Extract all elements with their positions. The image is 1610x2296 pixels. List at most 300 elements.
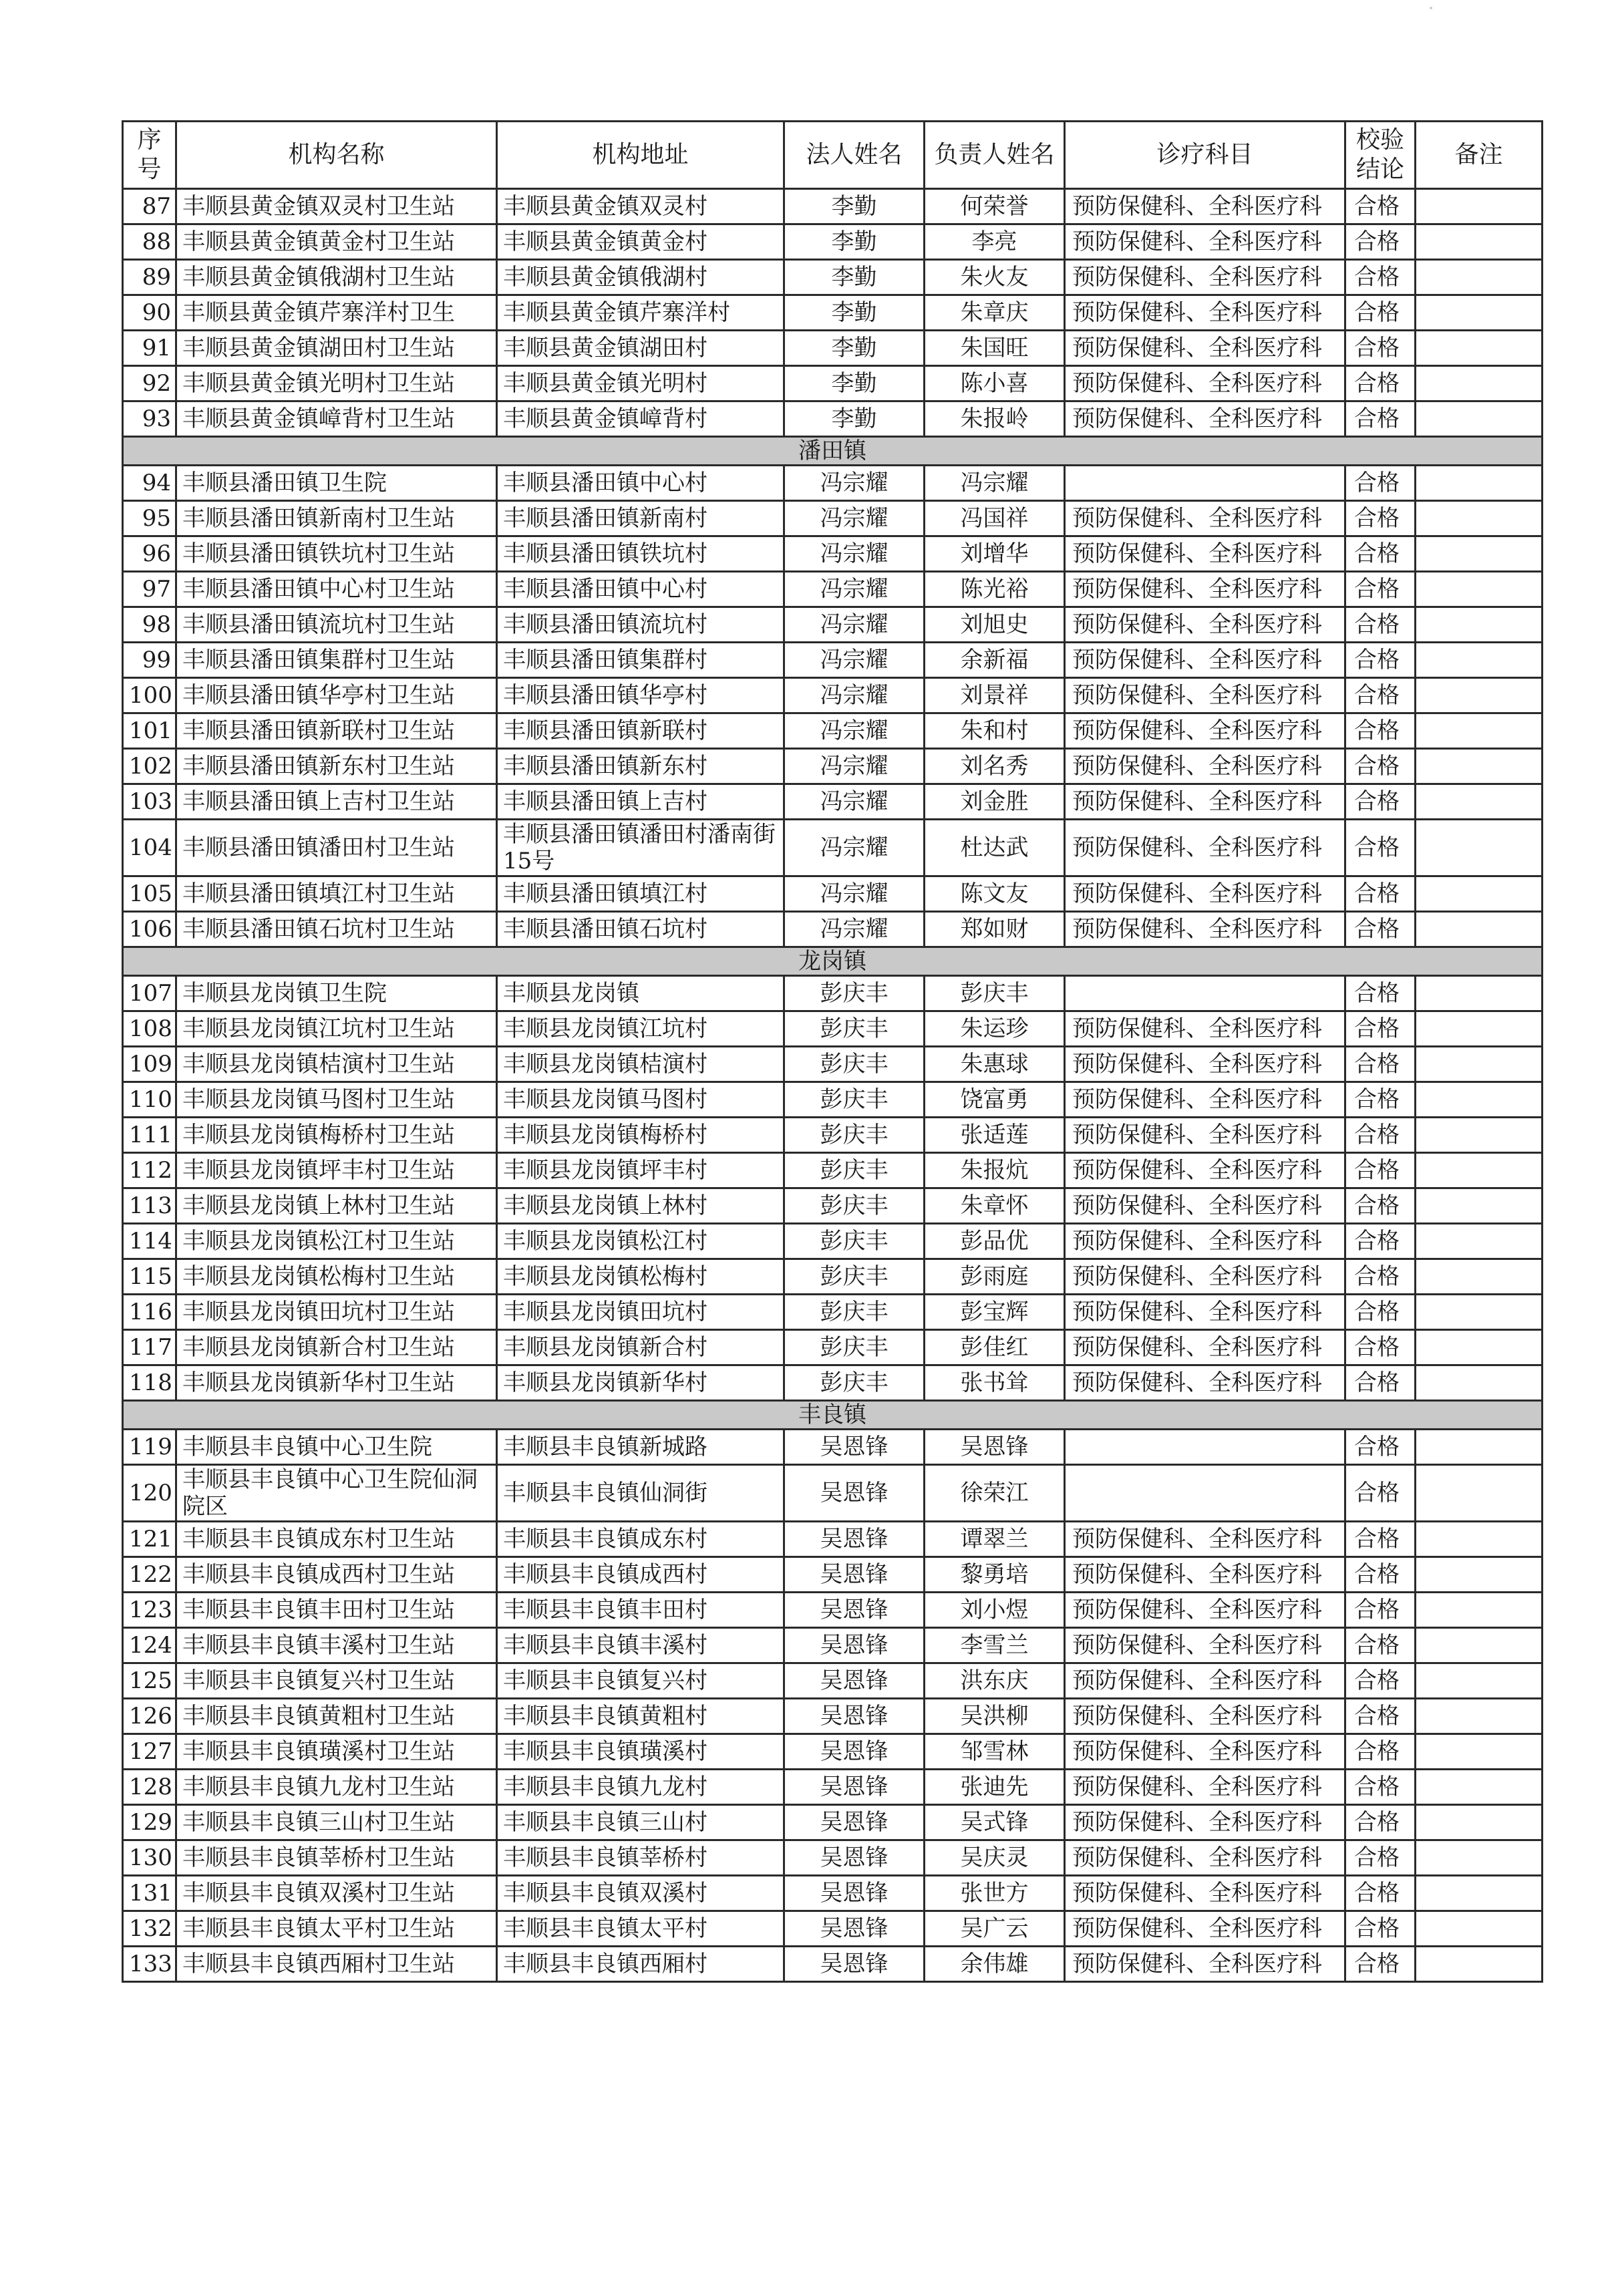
cell-name: 丰顺县黄金镇芹寨洋村卫生	[176, 295, 497, 331]
cell-result: 合格	[1345, 366, 1416, 401]
cell-address: 丰顺县龙岗镇桔演村	[497, 1047, 784, 1082]
cell-head: 刘名秀	[925, 749, 1065, 784]
cell-result: 合格	[1345, 1947, 1416, 1982]
cell-address: 丰顺县龙岗镇江坑村	[497, 1011, 784, 1047]
cell-address: 丰顺县丰良镇成西村	[497, 1557, 784, 1593]
cell-remark	[1416, 295, 1543, 331]
cell-dept: 预防保健科、全科医疗科	[1065, 678, 1345, 713]
table-row	[123, 1911, 1543, 1947]
cell-name: 丰顺县潘田镇上吉村卫生站	[176, 784, 497, 820]
cell-no: 90	[123, 295, 176, 331]
cell-legal-rep: 彭庆丰	[784, 1224, 925, 1259]
cell-legal-rep: 李勤	[784, 401, 925, 437]
table-row	[123, 1330, 1543, 1365]
cell-dept: 预防保健科、全科医疗科	[1065, 876, 1345, 912]
cell-name: 丰顺县龙岗镇松梅村卫生站	[176, 1259, 497, 1295]
cell-address: 丰顺县丰良镇璜溪村	[497, 1734, 784, 1770]
cell-legal-rep: 李勤	[784, 366, 925, 401]
cell-legal-rep: 冯宗耀	[784, 643, 925, 678]
cell-head: 吴洪柳	[925, 1699, 1065, 1734]
cell-no: 109	[123, 1047, 176, 1082]
cell-legal-rep: 李勤	[784, 331, 925, 366]
header-result: 校验结论	[1345, 122, 1416, 189]
cell-name: 丰顺县黄金镇俄湖村卫生站	[176, 260, 497, 295]
table-row	[123, 1699, 1543, 1734]
cell-address: 丰顺县丰良镇西厢村	[497, 1947, 784, 1982]
cell-dept: 预防保健科、全科医疗科	[1065, 1770, 1345, 1805]
header-address: 机构地址	[497, 122, 784, 189]
cell-result: 合格	[1345, 1465, 1416, 1522]
cell-legal-rep: 彭庆丰	[784, 1011, 925, 1047]
cell-result: 合格	[1345, 1911, 1416, 1947]
cell-name: 丰顺县龙岗镇上林村卫生站	[176, 1188, 497, 1224]
cell-no: 115	[123, 1259, 176, 1295]
cell-dept: 预防保健科、全科医疗科	[1065, 1947, 1345, 1982]
cell-head: 朱运珍	[925, 1011, 1065, 1047]
cell-address: 丰顺县丰良镇九龙村	[497, 1770, 784, 1805]
cell-legal-rep: 冯宗耀	[784, 678, 925, 713]
cell-remark	[1416, 784, 1543, 820]
cell-result: 合格	[1345, 749, 1416, 784]
cell-result: 合格	[1345, 1876, 1416, 1911]
cell-dept	[1065, 976, 1345, 1011]
cell-legal-rep: 吴恩锋	[784, 1557, 925, 1593]
cell-name: 丰顺县丰良镇成西村卫生站	[176, 1557, 497, 1593]
cell-name: 丰顺县丰良镇黄粗村卫生站	[176, 1699, 497, 1734]
cell-result: 合格	[1345, 1047, 1416, 1082]
cell-remark	[1416, 1770, 1543, 1805]
cell-head: 余新福	[925, 643, 1065, 678]
cell-name: 丰顺县丰良镇丰溪村卫生站	[176, 1628, 497, 1663]
table-row	[123, 501, 1543, 536]
table-row	[123, 366, 1543, 401]
cell-remark	[1416, 1259, 1543, 1295]
cell-address: 丰顺县龙岗镇新合村	[497, 1330, 784, 1365]
cell-no: 98	[123, 607, 176, 643]
cell-head: 刘增华	[925, 536, 1065, 572]
cell-address: 丰顺县潘田镇上吉村	[497, 784, 784, 820]
cell-dept: 预防保健科、全科医疗科	[1065, 1011, 1345, 1047]
cell-head: 吴广云	[925, 1911, 1065, 1947]
cell-result: 合格	[1345, 1295, 1416, 1330]
cell-result: 合格	[1345, 1430, 1416, 1465]
cell-address: 丰顺县丰良镇双溪村	[497, 1876, 784, 1911]
cell-legal-rep: 吴恩锋	[784, 1430, 925, 1465]
cell-name: 丰顺县丰良镇璜溪村卫生站	[176, 1734, 497, 1770]
cell-result: 合格	[1345, 1153, 1416, 1188]
cell-dept: 预防保健科、全科医疗科	[1065, 1734, 1345, 1770]
cell-result: 合格	[1345, 912, 1416, 947]
cell-legal-rep: 彭庆丰	[784, 1259, 925, 1295]
cell-name: 丰顺县丰良镇西厢村卫生站	[176, 1947, 497, 1982]
cell-address: 丰顺县黄金镇光明村	[497, 366, 784, 401]
cell-legal-rep: 吴恩锋	[784, 1465, 925, 1522]
cell-no: 116	[123, 1295, 176, 1330]
cell-no: 114	[123, 1224, 176, 1259]
cell-name: 丰顺县丰良镇三山村卫生站	[176, 1805, 497, 1840]
cell-head: 陈文友	[925, 876, 1065, 912]
table-row	[123, 1295, 1543, 1330]
cell-name: 丰顺县丰良镇中心卫生院仙洞院区	[176, 1465, 497, 1522]
cell-address: 丰顺县潘田镇新东村	[497, 749, 784, 784]
cell-address: 丰顺县龙岗镇松梅村	[497, 1259, 784, 1295]
table-row	[123, 224, 1543, 260]
table-row	[123, 1557, 1543, 1593]
cell-head: 徐荣江	[925, 1465, 1065, 1522]
cell-result: 合格	[1345, 501, 1416, 536]
cell-head: 郑如财	[925, 912, 1065, 947]
cell-head: 刘景祥	[925, 678, 1065, 713]
cell-legal-rep: 吴恩锋	[784, 1699, 925, 1734]
cell-dept	[1065, 1465, 1345, 1522]
cell-address: 丰顺县潘田镇中心村	[497, 572, 784, 607]
section-row	[123, 947, 1543, 976]
cell-dept: 预防保健科、全科医疗科	[1065, 331, 1345, 366]
cell-no: 92	[123, 366, 176, 401]
header-dept: 诊疗科目	[1065, 122, 1345, 189]
cell-no: 105	[123, 876, 176, 912]
cell-legal-rep: 李勤	[784, 295, 925, 331]
cell-result: 合格	[1345, 1734, 1416, 1770]
cell-remark	[1416, 1911, 1543, 1947]
cell-legal-rep: 冯宗耀	[784, 501, 925, 536]
cell-no: 118	[123, 1365, 176, 1401]
cell-no: 110	[123, 1082, 176, 1118]
cell-dept: 预防保健科、全科医疗科	[1065, 189, 1345, 224]
cell-name: 丰顺县龙岗镇江坑村卫生站	[176, 1011, 497, 1047]
cell-dept: 预防保健科、全科医疗科	[1065, 1188, 1345, 1224]
cell-name: 丰顺县龙岗镇坪丰村卫生站	[176, 1153, 497, 1188]
cell-no: 127	[123, 1734, 176, 1770]
cell-name: 丰顺县潘田镇集群村卫生站	[176, 643, 497, 678]
header-row	[123, 122, 1543, 189]
cell-result: 合格	[1345, 1118, 1416, 1153]
cell-dept: 预防保健科、全科医疗科	[1065, 607, 1345, 643]
cell-result: 合格	[1345, 976, 1416, 1011]
cell-name: 丰顺县黄金镇光明村卫生站	[176, 366, 497, 401]
cell-head: 彭佳红	[925, 1330, 1065, 1365]
cell-result: 合格	[1345, 572, 1416, 607]
cell-dept: 预防保健科、全科医疗科	[1065, 1330, 1345, 1365]
cell-result: 合格	[1345, 607, 1416, 643]
cell-legal-rep: 李勤	[784, 189, 925, 224]
cell-address: 丰顺县黄金镇嶂背村	[497, 401, 784, 437]
table-row	[123, 678, 1543, 713]
cell-dept: 预防保健科、全科医疗科	[1065, 784, 1345, 820]
cell-head: 刘金胜	[925, 784, 1065, 820]
cell-name: 丰顺县黄金镇嶂背村卫生站	[176, 401, 497, 437]
table-row	[123, 295, 1543, 331]
cell-legal-rep: 冯宗耀	[784, 536, 925, 572]
cell-name: 丰顺县潘田镇石坑村卫生站	[176, 912, 497, 947]
cell-head: 彭品优	[925, 1224, 1065, 1259]
cell-address: 丰顺县龙岗镇田坑村	[497, 1295, 784, 1330]
cell-result: 合格	[1345, 1770, 1416, 1805]
header-no: 序号	[123, 122, 176, 189]
cell-head: 陈光裕	[925, 572, 1065, 607]
cell-legal-rep: 吴恩锋	[784, 1876, 925, 1911]
cell-address: 丰顺县丰良镇太平村	[497, 1911, 784, 1947]
cell-legal-rep: 彭庆丰	[784, 1082, 925, 1118]
cell-remark	[1416, 1330, 1543, 1365]
cell-name: 丰顺县丰良镇莘桥村卫生站	[176, 1840, 497, 1876]
cell-address: 丰顺县丰良镇复兴村	[497, 1663, 784, 1699]
cell-address: 丰顺县潘田镇中心村	[497, 466, 784, 501]
cell-result: 合格	[1345, 295, 1416, 331]
cell-dept	[1065, 466, 1345, 501]
cell-head: 杜达武	[925, 820, 1065, 876]
cell-dept: 预防保健科、全科医疗科	[1065, 1628, 1345, 1663]
cell-legal-rep: 吴恩锋	[784, 1770, 925, 1805]
cell-remark	[1416, 643, 1543, 678]
header-legal-rep: 法人姓名	[784, 122, 925, 189]
cell-no: 104	[123, 820, 176, 876]
table-row	[123, 1465, 1543, 1522]
cell-result: 合格	[1345, 1628, 1416, 1663]
cell-dept: 预防保健科、全科医疗科	[1065, 1047, 1345, 1082]
cell-remark	[1416, 678, 1543, 713]
cell-remark	[1416, 820, 1543, 876]
cell-name: 丰顺县龙岗镇马图村卫生站	[176, 1082, 497, 1118]
cell-name: 丰顺县龙岗镇新合村卫生站	[176, 1330, 497, 1365]
cell-result: 合格	[1345, 1805, 1416, 1840]
cell-address: 丰顺县潘田镇填江村	[497, 876, 784, 912]
cell-address: 丰顺县龙岗镇梅桥村	[497, 1118, 784, 1153]
cell-remark	[1416, 1295, 1543, 1330]
cell-dept: 预防保健科、全科医疗科	[1065, 1911, 1345, 1947]
cell-remark	[1416, 1465, 1543, 1522]
cell-dept: 预防保健科、全科医疗科	[1065, 260, 1345, 295]
cell-dept: 预防保健科、全科医疗科	[1065, 501, 1345, 536]
cell-no: 113	[123, 1188, 176, 1224]
cell-remark	[1416, 1047, 1543, 1082]
cell-no: 103	[123, 784, 176, 820]
cell-no: 87	[123, 189, 176, 224]
cell-dept: 预防保健科、全科医疗科	[1065, 1522, 1345, 1557]
table-row	[123, 976, 1543, 1011]
cell-remark	[1416, 189, 1543, 224]
cell-head: 陈小喜	[925, 366, 1065, 401]
cell-remark	[1416, 713, 1543, 749]
cell-dept: 预防保健科、全科医疗科	[1065, 1365, 1345, 1401]
cell-head: 张书耸	[925, 1365, 1065, 1401]
cell-no: 93	[123, 401, 176, 437]
cell-address: 丰顺县黄金镇湖田村	[497, 331, 784, 366]
cell-remark	[1416, 501, 1543, 536]
cell-remark	[1416, 1011, 1543, 1047]
cell-head: 洪东庆	[925, 1663, 1065, 1699]
cell-remark	[1416, 912, 1543, 947]
cell-legal-rep: 吴恩锋	[784, 1947, 925, 1982]
cell-head: 张世方	[925, 1876, 1065, 1911]
cell-head: 邹雪林	[925, 1734, 1065, 1770]
table-row	[123, 1430, 1543, 1465]
table-row	[123, 1876, 1543, 1911]
cell-result: 合格	[1345, 1522, 1416, 1557]
cell-remark	[1416, 366, 1543, 401]
cell-no: 132	[123, 1911, 176, 1947]
table-row	[123, 1047, 1543, 1082]
cell-address: 丰顺县丰良镇成东村	[497, 1522, 784, 1557]
cell-remark	[1416, 331, 1543, 366]
cell-head: 吴恩锋	[925, 1430, 1065, 1465]
cell-legal-rep: 彭庆丰	[784, 1365, 925, 1401]
cell-address: 丰顺县潘田镇铁坑村	[497, 536, 784, 572]
cell-dept: 预防保健科、全科医疗科	[1065, 536, 1345, 572]
cell-address: 丰顺县丰良镇莘桥村	[497, 1840, 784, 1876]
table-row	[123, 749, 1543, 784]
cell-address: 丰顺县丰良镇仙洞街	[497, 1465, 784, 1522]
table-row	[123, 1734, 1543, 1770]
cell-no: 123	[123, 1593, 176, 1628]
table-row	[123, 1153, 1543, 1188]
cell-address: 丰顺县龙岗镇	[497, 976, 784, 1011]
cell-no: 107	[123, 976, 176, 1011]
cell-remark	[1416, 1557, 1543, 1593]
cell-name: 丰顺县潘田镇铁坑村卫生站	[176, 536, 497, 572]
cell-result: 合格	[1345, 189, 1416, 224]
cell-result: 合格	[1345, 784, 1416, 820]
table-row	[123, 1082, 1543, 1118]
cell-name: 丰顺县丰良镇九龙村卫生站	[176, 1770, 497, 1805]
cell-head: 朱惠球	[925, 1047, 1065, 1082]
cell-head: 冯国祥	[925, 501, 1065, 536]
cell-remark	[1416, 1118, 1543, 1153]
cell-remark	[1416, 1188, 1543, 1224]
cell-result: 合格	[1345, 1188, 1416, 1224]
cell-result: 合格	[1345, 820, 1416, 876]
cell-result: 合格	[1345, 260, 1416, 295]
cell-address: 丰顺县龙岗镇马图村	[497, 1082, 784, 1118]
cell-name: 丰顺县黄金镇双灵村卫生站	[176, 189, 497, 224]
section-title: 丰良镇	[123, 1401, 1543, 1430]
cell-remark	[1416, 536, 1543, 572]
cell-remark	[1416, 1663, 1543, 1699]
cell-head: 李亮	[925, 224, 1065, 260]
cell-dept: 预防保健科、全科医疗科	[1065, 366, 1345, 401]
cell-legal-rep: 吴恩锋	[784, 1734, 925, 1770]
cell-address: 丰顺县黄金镇双灵村	[497, 189, 784, 224]
cell-no: 112	[123, 1153, 176, 1188]
cell-no: 125	[123, 1663, 176, 1699]
table-row	[123, 1118, 1543, 1153]
cell-no: 99	[123, 643, 176, 678]
cell-remark	[1416, 401, 1543, 437]
cell-legal-rep: 冯宗耀	[784, 749, 925, 784]
cell-legal-rep: 吴恩锋	[784, 1911, 925, 1947]
table-row	[123, 572, 1543, 607]
cell-remark	[1416, 1699, 1543, 1734]
cell-head: 李雪兰	[925, 1628, 1065, 1663]
cell-legal-rep: 吴恩锋	[784, 1840, 925, 1876]
cell-legal-rep: 彭庆丰	[784, 1118, 925, 1153]
cell-dept: 预防保健科、全科医疗科	[1065, 820, 1345, 876]
cell-address: 丰顺县潘田镇新南村	[497, 501, 784, 536]
cell-name: 丰顺县潘田镇卫生院	[176, 466, 497, 501]
cell-head: 朱报炕	[925, 1153, 1065, 1188]
table-row	[123, 1947, 1543, 1982]
cell-result: 合格	[1345, 1011, 1416, 1047]
cell-dept: 预防保健科、全科医疗科	[1065, 572, 1345, 607]
table-row	[123, 331, 1543, 366]
cell-remark	[1416, 1947, 1543, 1982]
table-row	[123, 1011, 1543, 1047]
cell-name: 丰顺县龙岗镇新华村卫生站	[176, 1365, 497, 1401]
table-row	[123, 643, 1543, 678]
cell-head: 刘旭史	[925, 607, 1065, 643]
table-body	[123, 189, 1543, 1982]
cell-name: 丰顺县黄金镇湖田村卫生站	[176, 331, 497, 366]
cell-result: 合格	[1345, 1082, 1416, 1118]
cell-legal-rep: 冯宗耀	[784, 713, 925, 749]
cell-head: 何荣誉	[925, 189, 1065, 224]
cell-no: 117	[123, 1330, 176, 1365]
cell-dept: 预防保健科、全科医疗科	[1065, 1876, 1345, 1911]
section-title: 潘田镇	[123, 437, 1543, 466]
cell-address: 丰顺县黄金镇芹寨洋村	[497, 295, 784, 331]
table-row	[123, 536, 1543, 572]
cell-head: 彭宝辉	[925, 1295, 1065, 1330]
cell-address: 丰顺县潘田镇华亭村	[497, 678, 784, 713]
cell-result: 合格	[1345, 876, 1416, 912]
cell-head: 朱和村	[925, 713, 1065, 749]
cell-result: 合格	[1345, 401, 1416, 437]
cell-legal-rep: 冯宗耀	[784, 607, 925, 643]
cell-result: 合格	[1345, 643, 1416, 678]
cell-dept: 预防保健科、全科医疗科	[1065, 1593, 1345, 1628]
cell-dept: 预防保健科、全科医疗科	[1065, 749, 1345, 784]
cell-remark	[1416, 1430, 1543, 1465]
cell-dept: 预防保健科、全科医疗科	[1065, 1295, 1345, 1330]
cell-head: 张迪先	[925, 1770, 1065, 1805]
cell-name: 丰顺县丰良镇双溪村卫生站	[176, 1876, 497, 1911]
cell-head: 余伟雄	[925, 1947, 1065, 1982]
cell-name: 丰顺县丰良镇太平村卫生站	[176, 1911, 497, 1947]
cell-name: 丰顺县龙岗镇梅桥村卫生站	[176, 1118, 497, 1153]
cell-legal-rep: 彭庆丰	[784, 1153, 925, 1188]
cell-result: 合格	[1345, 713, 1416, 749]
cell-name: 丰顺县龙岗镇松江村卫生站	[176, 1224, 497, 1259]
table-row	[123, 401, 1543, 437]
cell-result: 合格	[1345, 1699, 1416, 1734]
cell-name: 丰顺县丰良镇丰田村卫生站	[176, 1593, 497, 1628]
cell-name: 丰顺县黄金镇黄金村卫生站	[176, 224, 497, 260]
cell-head: 朱报岭	[925, 401, 1065, 437]
cell-no: 131	[123, 1876, 176, 1911]
cell-name: 丰顺县潘田镇填江村卫生站	[176, 876, 497, 912]
cell-legal-rep: 吴恩锋	[784, 1663, 925, 1699]
cell-remark	[1416, 1593, 1543, 1628]
cell-result: 合格	[1345, 1365, 1416, 1401]
cell-no: 124	[123, 1628, 176, 1663]
cell-no: 126	[123, 1699, 176, 1734]
cell-remark	[1416, 876, 1543, 912]
cell-remark	[1416, 260, 1543, 295]
cell-remark	[1416, 1734, 1543, 1770]
cell-dept: 预防保健科、全科医疗科	[1065, 295, 1345, 331]
cell-head: 朱章庆	[925, 295, 1065, 331]
table-row	[123, 189, 1543, 224]
cell-legal-rep: 冯宗耀	[784, 466, 925, 501]
cell-remark	[1416, 1876, 1543, 1911]
cell-dept: 预防保健科、全科医疗科	[1065, 401, 1345, 437]
cell-name: 丰顺县潘田镇潘田村卫生站	[176, 820, 497, 876]
table-row	[123, 1663, 1543, 1699]
table-row	[123, 1224, 1543, 1259]
cell-remark	[1416, 572, 1543, 607]
cell-no: 128	[123, 1770, 176, 1805]
table-row	[123, 713, 1543, 749]
